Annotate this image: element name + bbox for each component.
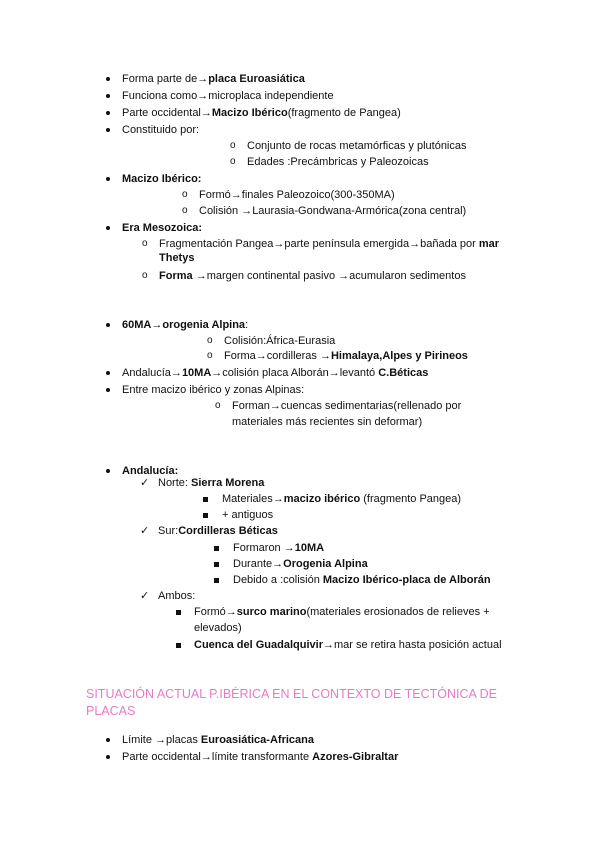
line-fragmentacion: Fragmentación Pangea→parte península emergida→bañada por mar	[159, 238, 500, 250]
square-bullet-icon	[214, 562, 219, 567]
line-materiales-recientes: materiales más recientes sin deformar)	[232, 416, 423, 428]
line-debido: Debido a :colisión Macizo Ibérico-placa de Alborán	[233, 574, 491, 586]
line-parte-occidental: Parte occidental→Macizo Ibérico(fragmento de Pangea)	[122, 107, 401, 119]
circle-bullet-icon: o	[207, 350, 213, 361]
bullet-icon	[106, 77, 110, 81]
check-icon: ✓	[140, 525, 150, 537]
line-colision-africa: Colisión:África-Eurasia	[224, 335, 336, 347]
check-icon: ✓	[140, 477, 150, 489]
line-andalucia: Andalucía:	[122, 465, 179, 477]
square-bullet-icon	[214, 546, 219, 551]
line-elevados: elevados)	[194, 622, 242, 634]
circle-bullet-icon: o	[142, 270, 148, 281]
line-macizo-iberico: Macizo Ibérico:	[122, 173, 202, 185]
square-bullet-icon	[176, 610, 181, 615]
line-ambos: Ambos:	[158, 590, 196, 602]
arrow-icon: →	[319, 350, 331, 362]
square-bullet-icon	[214, 578, 219, 583]
arrow-icon: →	[409, 238, 421, 250]
circle-bullet-icon: o	[230, 156, 236, 167]
square-bullet-icon	[176, 643, 181, 648]
circle-bullet-icon: o	[215, 400, 221, 411]
square-bullet-icon	[203, 513, 208, 518]
arrow-icon: →	[272, 558, 284, 570]
line-materiales: Materiales→macizo ibérico (fragmento Pangea)	[222, 493, 462, 505]
bullet-icon	[106, 323, 110, 327]
arrow-icon: →	[195, 270, 207, 282]
arrow-icon: →	[269, 400, 281, 412]
line-norte: Norte: Sierra Morena	[158, 477, 265, 489]
line-sur: Sur:Cordilleras Béticas	[158, 525, 278, 537]
section-heading: SITUACIÓN ACTUAL P.IBÉRICA EN EL CONTEXTO DE TECTÓNICA DE PLACAS	[86, 687, 497, 718]
arrow-icon: →	[328, 367, 340, 379]
line-formo-surco: Formó→surco marino(materiales erosionados de relieves +	[194, 606, 490, 618]
circle-bullet-icon: o	[182, 205, 188, 216]
bullet-icon	[106, 226, 110, 230]
line-limite: Límite →placas Euroasiática-Africana	[122, 734, 314, 746]
bullet-icon	[106, 371, 110, 375]
bullet-icon	[106, 388, 110, 392]
square-bullet-icon	[203, 497, 208, 502]
line-forma-cordilleras: Forma→cordilleras →Himalaya,Alpes y Pirineos	[224, 350, 468, 362]
line-60ma: 60MA→orogenia Alpina:	[122, 319, 249, 331]
line-funciona-como: Funciona como→microplaca independiente	[122, 90, 334, 102]
arrow-icon: →	[200, 107, 212, 119]
arrow-icon: →	[338, 270, 350, 282]
line-formo: Formó→finales Paleozoico(300-350MA)	[199, 189, 395, 201]
line-forma-margen: Forma →margen continental pasivo →acumularon sedimentos	[159, 270, 466, 282]
line-colision-laurasia: Colisión →Laurasia-Gondwana-Armórica(zona central)	[199, 205, 467, 217]
arrow-icon: →	[273, 238, 285, 250]
arrow-icon: →	[151, 319, 163, 331]
arrow-icon: →	[155, 734, 167, 746]
line-antiguos: + antiguos	[222, 509, 274, 521]
line-entre-macizo: Entre macizo ibérico y zonas Alpinas:	[122, 384, 305, 396]
line-era-mesozoica: Era Mesozoica:	[122, 222, 203, 234]
arrow-icon: →	[241, 205, 253, 217]
check-icon: ✓	[140, 590, 150, 602]
line-cuenca-guadalquivir: Cuenca del Guadalquivir→mar se retira hasta posición actual	[194, 639, 502, 651]
line-andalucia-10ma: Andalucía→10MA→colisión placa Alborán→levantó C.Béticas	[122, 367, 429, 379]
circle-bullet-icon: o	[207, 335, 213, 346]
arrow-icon: →	[255, 350, 267, 362]
bullet-icon	[106, 177, 110, 181]
line-conjunto-rocas: Conjunto de rocas metamórficas y plutónicas	[247, 140, 467, 152]
line-forma-parte: Forma parte de→placa Euroasiática	[122, 73, 305, 85]
bullet-icon	[106, 469, 110, 473]
line-durante: Durante→Orogenia Alpina	[233, 558, 368, 570]
arrow-icon: →	[225, 606, 237, 618]
arrow-icon: →	[197, 90, 209, 102]
arrow-icon: →	[322, 639, 334, 651]
line-formaron: Formaron →10MA	[233, 542, 325, 554]
line-forman-cuencas: Forman→cuencas sedimentarias(rellenado por	[232, 400, 462, 412]
arrow-icon: →	[200, 751, 212, 763]
circle-bullet-icon: o	[230, 140, 236, 151]
arrow-icon: →	[170, 367, 182, 379]
bullet-icon	[106, 94, 110, 98]
bullet-icon	[106, 111, 110, 115]
circle-bullet-icon: o	[182, 189, 188, 200]
bullet-icon	[106, 755, 110, 759]
arrow-icon: →	[197, 73, 209, 85]
arrow-icon: →	[283, 542, 295, 554]
arrow-icon: →	[211, 367, 223, 379]
line-parte-occidental-limite: Parte occidental→límite transformante Azores-Gibraltar	[122, 751, 399, 763]
bullet-icon	[106, 128, 110, 132]
arrow-icon: →	[230, 189, 242, 201]
bullet-icon	[106, 738, 110, 742]
line-edades: Edades :Precámbricas y Paleozoicas	[247, 156, 429, 168]
arrow-icon: →	[272, 493, 284, 505]
circle-bullet-icon: o	[142, 238, 148, 249]
line-constituido: Constituido por:	[122, 124, 200, 136]
line-thetys: Thetys	[159, 252, 195, 264]
